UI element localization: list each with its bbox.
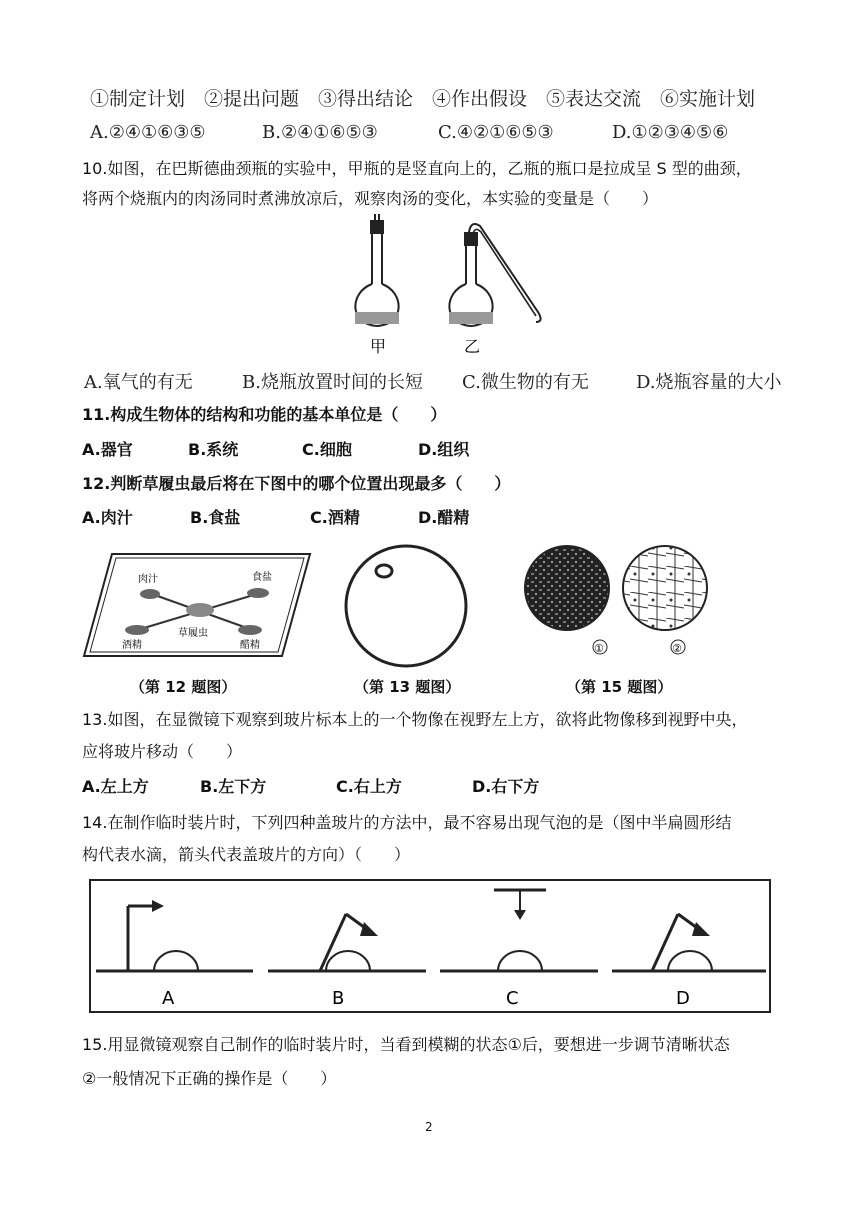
- flask-yi: [449, 224, 541, 356]
- q10-stem-line1: 10.如图，在巴斯德曲颈瓶的实验中，甲瓶的是竖直向上的，乙瓶的瓶口是拉成呈 S 型的曲颈，: [82, 159, 752, 178]
- q10-option-c: C.微生物的有无: [462, 372, 589, 393]
- flask-jia: [355, 214, 399, 356]
- caption-fig12: （第 12 题图）: [130, 678, 237, 696]
- q14-stem-line1: 14.在制作临时装片时，下列四种盖玻片的方法中，最不容易出现气泡的是（图中半扁圆形结: [82, 813, 732, 832]
- fig15-label-clear: ②: [672, 642, 682, 655]
- q14-coverslip-figure: [88, 878, 772, 1014]
- q13-option-b: B.左下方: [200, 777, 267, 796]
- steps-line: ①制定计划 ②提出问题 ③得出结论 ④作出假设 ⑤表达交流 ⑥实施计划: [90, 88, 756, 110]
- q10-flask-figure: [340, 212, 550, 360]
- q10-option-b: B.烧瓶放置时间的长短: [242, 372, 423, 393]
- q12-option-a: A.肉汁: [82, 508, 133, 527]
- q11-option-b: B.系统: [188, 440, 239, 459]
- q11-option-d: D.组织: [418, 440, 470, 459]
- q10-option-d: D.烧瓶容量的大小: [636, 372, 782, 393]
- q13-field-figure: [340, 540, 472, 672]
- q10-stem-line2: 将两个烧瓶内的肉汤同时煮沸放凉后，观察肉汤的变化，本实验的变量是（ ）: [82, 189, 659, 208]
- q13-option-d: D.右下方: [472, 777, 540, 796]
- fig12-label-salt: 食盐: [252, 572, 272, 583]
- fig12-label-paramecium: 草履虫: [178, 628, 208, 639]
- q14-stem-line2: 构代表水滴，箭头代表盖玻片的方向）（ ）: [82, 845, 411, 864]
- q15-field-figure: [522, 540, 718, 664]
- q11-option-c: C.细胞: [302, 440, 352, 459]
- fig14-label-c: C: [506, 988, 519, 1009]
- q13-stem-line2: 应将玻片移动（ ）: [82, 742, 243, 761]
- q15-stem-line1: 15.用显微镜观察自己制作的临时装片时，当看到模糊的状态①后，要想进一步调节清晰状态: [82, 1035, 730, 1054]
- q12-option-d: D.醋精: [418, 508, 470, 527]
- fig14-label-d: D: [676, 988, 690, 1009]
- q11-stem: 11.构成生物体的结构和功能的基本单位是（ ）: [82, 405, 447, 424]
- flask-label-yi: 乙: [464, 337, 481, 356]
- page-number: 2: [425, 1120, 433, 1134]
- q12-option-b: B.食盐: [190, 508, 241, 527]
- fig14-label-a: A: [162, 988, 175, 1009]
- caption-fig13: （第 13 题图）: [354, 678, 461, 696]
- q12-slide-figure: [82, 548, 312, 660]
- fig12-label-vinegar: 醋精: [240, 640, 260, 651]
- q9-option-d: D.①②③④⑤⑥: [612, 122, 729, 143]
- q9-option-b: B.②④①⑥⑤③: [262, 122, 378, 143]
- flask-label-jia: 甲: [370, 337, 387, 356]
- q12-option-c: C.酒精: [310, 508, 360, 527]
- q13-option-a: A.左上方: [82, 777, 149, 796]
- fig14-label-b: B: [332, 988, 345, 1009]
- q15-stem-line2: ②一般情况下正确的操作是（ ）: [82, 1069, 337, 1088]
- fig15-label-blurry: ①: [594, 642, 604, 655]
- q12-stem: 12.判断草履虫最后将在下图中的哪个位置出现最多（ ）: [82, 474, 511, 493]
- caption-fig15: （第 15 题图）: [566, 678, 673, 696]
- q9-option-c: C.④②①⑥⑤③: [438, 122, 554, 143]
- q13-option-c: C.右上方: [336, 777, 402, 796]
- q9-option-a: A.②④①⑥③⑤: [90, 122, 206, 143]
- q11-option-a: A.器官: [82, 440, 133, 459]
- q10-option-a: A.氧气的有无: [84, 372, 193, 393]
- q13-stem-line1: 13.如图，在显微镜下观察到玻片标本上的一个物像在视野左上方，欲将此物像移到视野中央，: [82, 710, 748, 729]
- fig12-label-alcohol: 酒精: [122, 640, 142, 651]
- fig12-label-meat-juice: 肉汁: [138, 574, 158, 585]
